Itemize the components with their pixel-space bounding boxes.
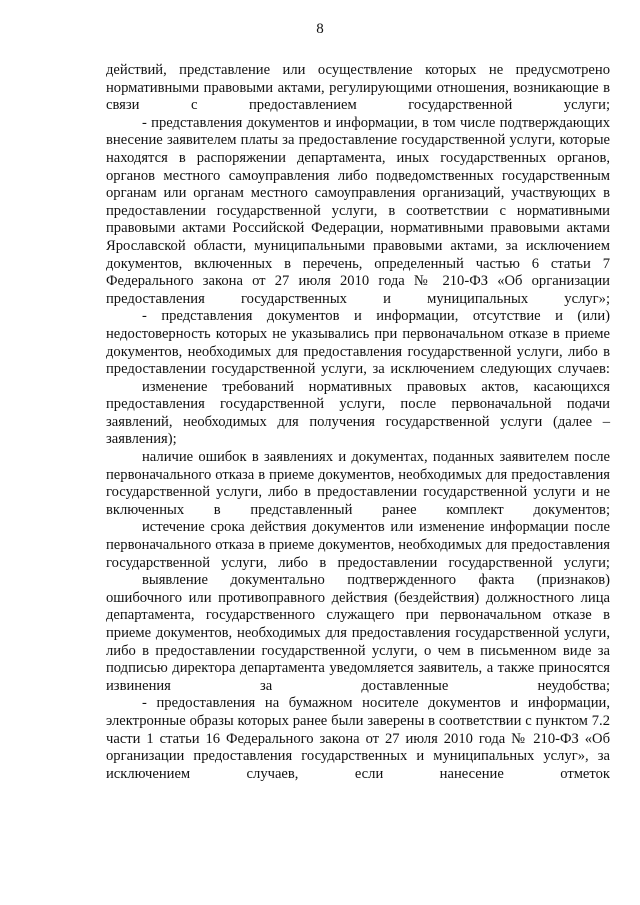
paragraph: наличие ошибок в заявлениях и документах, поданных заявителем после первоначального отказа в приеме документов, необходимых для предоставления государственной услуги, либо в предоставлении государственной услуги и не включенных в представленный ранее комплект документов; — [106, 449, 610, 518]
paragraph: истечение срока действия документов или изменение информации после первоначального отказа в приеме документов, необходимых для предоставления государственной услуги, либо в предоставлении государственной услуги; — [106, 519, 610, 571]
paragraph: выявление документально подтвержденного факта (признаков) ошибочного или противоправного действия (бездействия) должностного лица департамента, государственного служащего при первоначальном отказе в приеме документов, необходимых для предоставления государственной услуги, либо в предоставлении государственной услуги, о чем в письменном виде за подписью директора департамента уведомляется заявитель, а также приносятся извинения за доставленные неудобства; — [106, 572, 610, 694]
document-body — [106, 62, 610, 783]
paragraph: - представления документов и информации, в том числе подтверждающих внесение заявителем платы за предоставление государственной услуги, которые находятся в распоряжении департамента, иных государственных органов, органов местного самоуправления либо подведомственных государственным органам или органам местного самоуправления организаций, участвующих в предоставлении государственной услуги, в соответствии с нормативными правовыми актами Российской Федерации, нормативными правовыми актами Ярославской области, муниципальными правовыми актами, за исключением документов, включенных в перечень, определенный частью 6 статьи 7 Федерального закона от 27 июля 2010 года № 210-ФЗ «Об организации предоставления государственных и муниципальных услуг»; — [106, 114, 610, 307]
page-number: 8 — [316, 21, 324, 37]
paragraph: действий, представление или осуществление которых не предусмотрено нормативными правовыми актами, регулирующими отношения, возникающие в связи с предоставлением государственной услуги; — [106, 62, 610, 114]
paragraph: - представления документов и информации, отсутствие и (или) недостоверность которых не указывались при первоначальном отказе в приеме документов, необходимых для предоставления государственной услуги, либо в предоставлении государственной услуги, за исключением следующих случаев: — [106, 308, 610, 378]
paragraph: - предоставления на бумажном носителе документов и информации, электронные образы которых ранее были заверены в соответствии с пунктом 7.2 части 1 статьи 16 Федерального закона от 27 июля 2010 года № 210-ФЗ «Об организации предоставления государственных и муниципальных услуг», за исключением случаев, если нанесение отметок — [106, 695, 610, 782]
paragraph: изменение требований нормативных правовых актов, касающихся предоставления государственной услуги, после первоначальной подачи заявлений, необходимых для получения государственной услуги (далее – заявления); — [106, 378, 610, 448]
